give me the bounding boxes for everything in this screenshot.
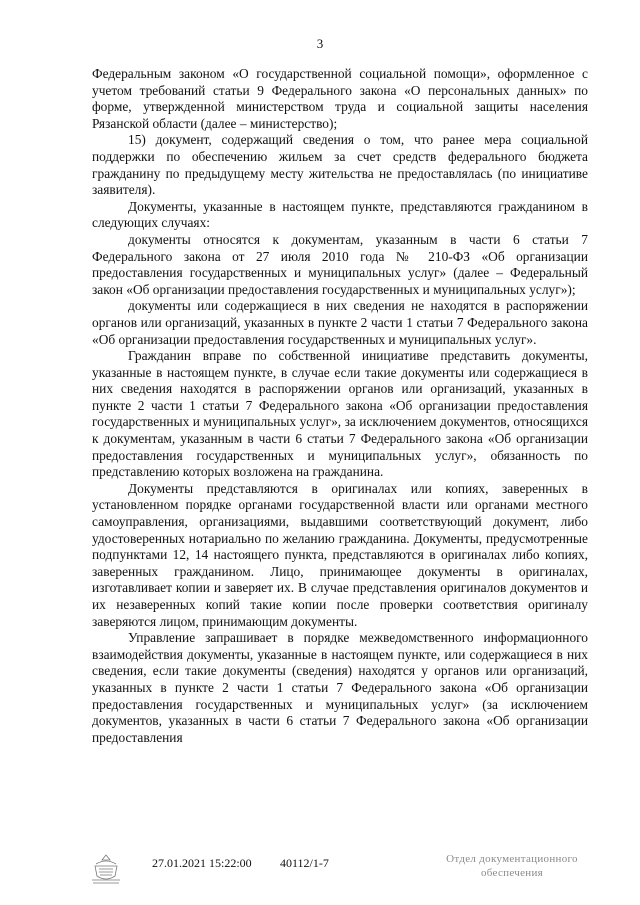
paragraph: Федеральным законом «О государственной социальной помощи», оформленное с учетом требований статьи 9 Федерального закона «О персональных данных» по форме, утвержденной министерством труда и социальной защиты населения Рязанской области (далее – министерство); — [92, 66, 588, 131]
paragraph: Гражданин вправе по собственной инициативе представить документы, указанные в настоящем пункте, в случае если такие документы или содержащиеся в них сведения находятся в распоряжении органов или организаций, указанных в пункте 2 части 1 статьи 7 Федерального закона «Об организации предоставления государственных и муниципальных услуг», за исключением документов, относящихся к документам, указанным в части 6 статьи 7 Федерального закона «Об организации предоставления государственных и муниципальных услуг», обязанность по представлению которых возложена на гражданина. — [92, 348, 588, 480]
department-stamp-line: обеспечения — [480, 867, 544, 879]
document-body — [92, 66, 588, 746]
paragraph: документы относятся к документам, указанным в части 6 статьи 7 Федерального закона от 27 июля 2010 года № 210-ФЗ «Об организации предоставления государственных и муниципальных услуг» (далее – Федеральный закон «Об организации предоставления государственных и муниципальных услуг»); — [92, 231, 588, 297]
paragraph: 15) документ, содержащий сведения о том, что ранее мера социальной поддержки по обеспечению жильем за счет средств федерального бюджета гражданину по предыдущему месту жительства не предоставлялась (по инициативе заявителя). — [92, 132, 588, 198]
registration-datetime: 27.01.2021 15:22:00 — [152, 856, 252, 870]
coat-of-arms-stamp-icon — [88, 852, 124, 886]
page-number: 3 — [316, 36, 324, 51]
department-stamp-line: Отдел документационного — [446, 853, 578, 865]
registration-footer — [0, 850, 640, 900]
paragraph: документы или содержащиеся в них сведения не находятся в распоряжении органов или организаций, указанных в пункте 2 части 1 статьи 7 Федерального закона «Об организации предоставления государственных и муниципальных услуг». — [92, 298, 588, 347]
paragraph: Управление запрашивает в порядке межведомственного информационного взаимодействия документы, указанные в настоящем пункте, или содержащиеся в них сведения, если такие документы (сведения) находятся у органов или организаций, указанных в пункте 2 части 1 статьи 7 Федерального закона «Об организации предоставления государственных и муниципальных услуг» (за исключением документов, указанных в части 6 статьи 7 Федерального закона «Об организации предоставления — [92, 630, 588, 745]
paragraph: Документы, указанные в настоящем пункте, представляются гражданином в следующих случаях: — [92, 198, 588, 231]
paragraph: Документы представляются в оригиналах или копиях, заверенных в установленном порядке органами государственной власти или органами местного самоуправления, организациями, выдавшими соответствующий документ, либо удостоверенных нотариально по желанию гражданина. Документы, предусмотренные подпунктами 12, 14 настоящего пункта, представляются в оригиналах либо копиях, заверенных гражданином. Лицо, принимающее документы в оригиналах, изготавливает копии и заверяет их. В случае представления оригиналов документов и их незаверенных копий такие копии после проверки соответствия оригиналу заверяются лицом, принимающим документы. — [92, 480, 588, 629]
registration-number: 40112/1-7 — [280, 856, 329, 870]
department-stamp — [432, 852, 592, 880]
